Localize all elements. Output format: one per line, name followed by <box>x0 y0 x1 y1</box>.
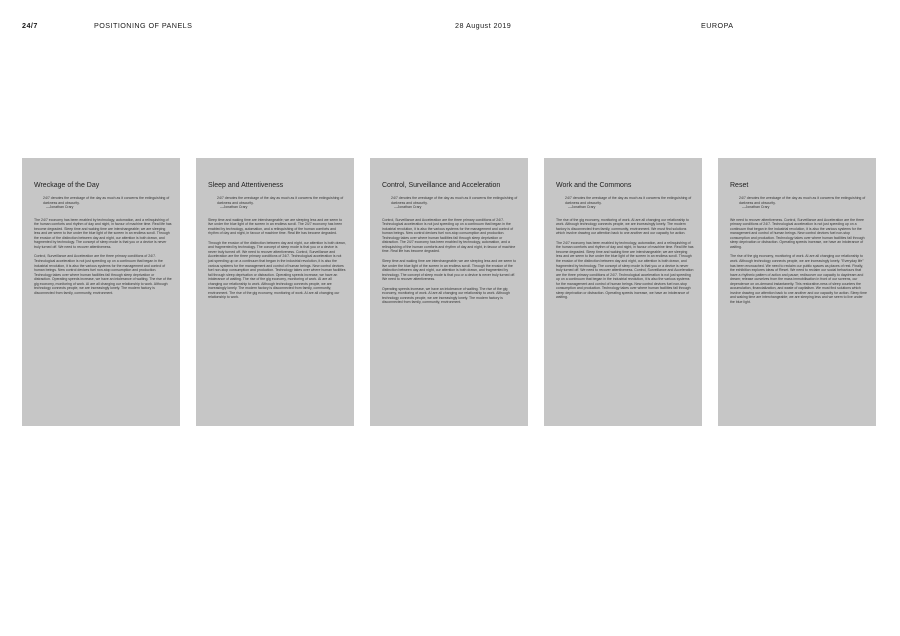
panel-title: Control, Surveillance and Acceleration <box>382 182 501 189</box>
panel-paragraph: The rise of the gig economy, monitoring of work. AI are all changing our relationship to work. Although technology connects people, we are increasingly lonely. "Everyday life" has been encroached. We need to reclaim our public spaces as places of rest. Finally, the exhibition explores ideas of Reset. We need to reclaim our social behaviours that have a rhythmic pattern of action and pause; rediscover our capacity to daydream and dream; release ourselves from the mass immobilisation in front of our screens, our dependence on on-demand instantaneity. This restorative-ness of sleep counters the accumulation, financialization, and waste of capitalism. We must find solutions which involve drawing our attention back to one another and our capacity for action. Sleep time and waking time are interchangeable; we are sleeping less and we seem to live under the blue light. <box>730 254 867 304</box>
quote-author: —Jonathan Crary <box>394 205 422 210</box>
panel-paragraph: Through the erosion of the distinction between day and night, our attention is both drawn, and fragmented by technology. The concept of sleep mode is that you or a device is never truly turned off. We need to recover attentiveness. Control, Surveillance and Acceleration are the three primary conditions of 24/7. Technological acceleration is not just speeding up on a continuum that began in the industrial revolution, it is also the various systems for the management and control of human beings. New control devices fuel non-stop consumption and production. Technology takes over where human facilities fail through sleep deprivation or distraction. Operating speeds increase, we have an intolerance of waiting. The rise of the gig economy, monitoring of work. AI are all changing our relationship to work. Although technology connects people, we are increasingly lonely. The modern factory is disconnected from family, community, environment. The rise of the gig economy, monitoring of work. AI are all changing our relationship to work. <box>208 240 346 300</box>
quote-text: 24/7 denotes the wreckage of the day as much as it concerns the extinguishing of darkness and obscurity. <box>43 196 170 205</box>
panel-paragraph: Control, Surveillance and Acceleration are the three primary conditions of 24/7. Technological acceleration is not just speeding up on a continuum that began in the industrial revolution, it is also the various systems for the management and control of human beings. New control devices fuel non-stop consumption and production. Technology takes over where human facilities fail through sleep deprivation or distraction. Operating speeds increase, we have an intolerance of waiting. The rise of the gig economy, monitoring of work. AI are all changing our relationship to work. Although technology connects people, we are increasingly lonely. The modern factory is disconnected from family, community, environment. <box>34 254 172 295</box>
panel-paragraph: Control, Surveillance and Acceleration are the three primary conditions of 24/7. Technological acceleration is not just speeding up on a continuum that began in the industrial revolution, it is also the various systems for the management and control of human beings. New control devices fuel non-stop consumption and production. Technology takes over where human facilities fail through sleep deprivation or distraction. The 24/7 economy has been enabled by technology, automation, and a relinquishing of the human comforts and rhythm of day and night, in favour of machine time. Real life has become degraded. <box>382 217 516 254</box>
panel-quote <box>565 196 694 210</box>
document-date: 28 August 2019 <box>455 21 512 30</box>
quote-text: 24/7 denotes the wreckage of the day as much as it concerns the extinguishing of darkness and obscurity. <box>217 196 344 205</box>
quote-text: 24/7 denotes the wreckage of the day as much as it concerns the extinguishing of darkness and obscurity. <box>565 196 692 205</box>
region-label: EUROPA <box>701 21 734 30</box>
panel-paragraph: The 24/7 economy has been enabled by technology, automation, and a relinquishing of the human comforts and rhythm of day and night, in favour of machine time. Real life has become degraded. Sleep time and waking time are interchangeable; we are sleeping less and we seem to live under the blue light of the screen in an endless scroll. Through the erosion of the distinction between day and night, our attention is both drawn, and fragmented by technology. The concept of sleep mode is that you or a device is never truly turned off. We need to recover attentiveness. <box>34 217 172 249</box>
panel-paragraph: We need to recover attentiveness. Control, Surveillance and Acceleration are the three primary conditions of 24/7. Technological acceleration is not just speeding up on a continuum that began in the industrial revolution, it is also the various systems for the management and control of human beings. New control devices fuel non-stop consumption and production. Technology takes over where human facilities fail through sleep deprivation or distraction. Operating speeds increase, we have an intolerance of waiting. <box>730 217 865 249</box>
panel-sleep-and-attentiveness <box>196 158 354 426</box>
panel-paragraph: The 24/7 economy has been enabled by technology, automation, and a relinquishing of the human comforts and rhythm of day and night, in favour of machine time. Real life has become degraded. Sleep time and waking time are interchangeable; we are sleeping less and we seem to live under the blue light of the screen in an endless scroll. Through the erosion of the distinction between day and night, our attention is both drawn, and fragmented by technology. The concept of sleep mode is that you or a device is never truly turned off. We need to recover attentiveness. Control, Surveillance and Acceleration are the three primary conditions of 24/7. Technological acceleration is not just speeding up on a continuum that began in the industrial revolution, it is also the various systems for the management and control of human beings. New control devices fuel non-stop consumption and production. Technology takes over where human facilities fail through sleep deprivation or distraction. Operating speeds increase, we have an intolerance of waiting. <box>556 240 694 300</box>
panel-paragraph: The rise of the gig economy, monitoring of work. AI are all changing our relationship to work. Although technology connects people, we are increasingly lonely. The modern factory is disconnected from family, community, environment. We must find solutions which involve drawing our attention back to one another and our capacity for action. <box>556 217 690 236</box>
quote-text: 24/7 denotes the wreckage of the day as much as it concerns the extinguishing of darkness and obscurity. <box>391 196 518 205</box>
panel-paragraph: Sleep time and waking time are interchangeable; we are sleeping less and we seem to live under the blue light of the screen in an endless scroll. Through the erosion of the distinction between day and night, our attention is both drawn, and fragmented by technology. The concept of sleep mode is that you or a device is never truly turned off. We need to recover attentiveness. <box>382 259 517 282</box>
exhibition-code: 24/7 <box>22 21 38 30</box>
quote-author: —Jonathan Crary <box>46 205 74 210</box>
panel-paragraph: Sleep time and waking time are interchangeable; we are sleeping less and we seem to live under the blue light of the screen in an endless scroll. The 24/7 economy has been enabled by technology, automation, and a relinquishing of the human comforts and rhythm of day and night, in favour of machine time. Real life has become degraded. <box>208 217 343 236</box>
panel-quote <box>739 196 868 210</box>
quote-author: —Jonathan Crary <box>220 205 248 210</box>
panel-quote <box>43 196 172 210</box>
panel-work-and-the-commons <box>544 158 702 426</box>
panel-wreckage-of-the-day <box>22 158 180 426</box>
panel-quote <box>391 196 520 210</box>
panel-reset <box>718 158 876 426</box>
page-header <box>0 21 900 33</box>
panel-title: Work and the Commons <box>556 182 632 189</box>
quote-author: —Jonathan Crary <box>742 205 770 210</box>
panel-title: Reset <box>730 182 749 189</box>
quote-author: —Jonathan Crary <box>568 205 596 210</box>
panel-control-surveillance-acceleration <box>370 158 528 426</box>
panel-title: Sleep and Attentiveness <box>208 182 284 189</box>
panel-quote <box>217 196 346 210</box>
document-title: POSITIONING OF PANELS <box>94 21 193 30</box>
panel-paragraph: Operating speeds increase, we have an intolerance of waiting. The rise of the gig economy, monitoring of work. AI are all changing our relationship to work. Although technology connects people, we are increasingly lonely. The modern factory is disconnected from family, community, environment. <box>382 286 510 305</box>
panel-title: Wreckage of the Day <box>34 182 100 189</box>
quote-text: 24/7 denotes the wreckage of the day as much as it concerns the extinguishing of darkness and obscurity. <box>739 196 866 205</box>
